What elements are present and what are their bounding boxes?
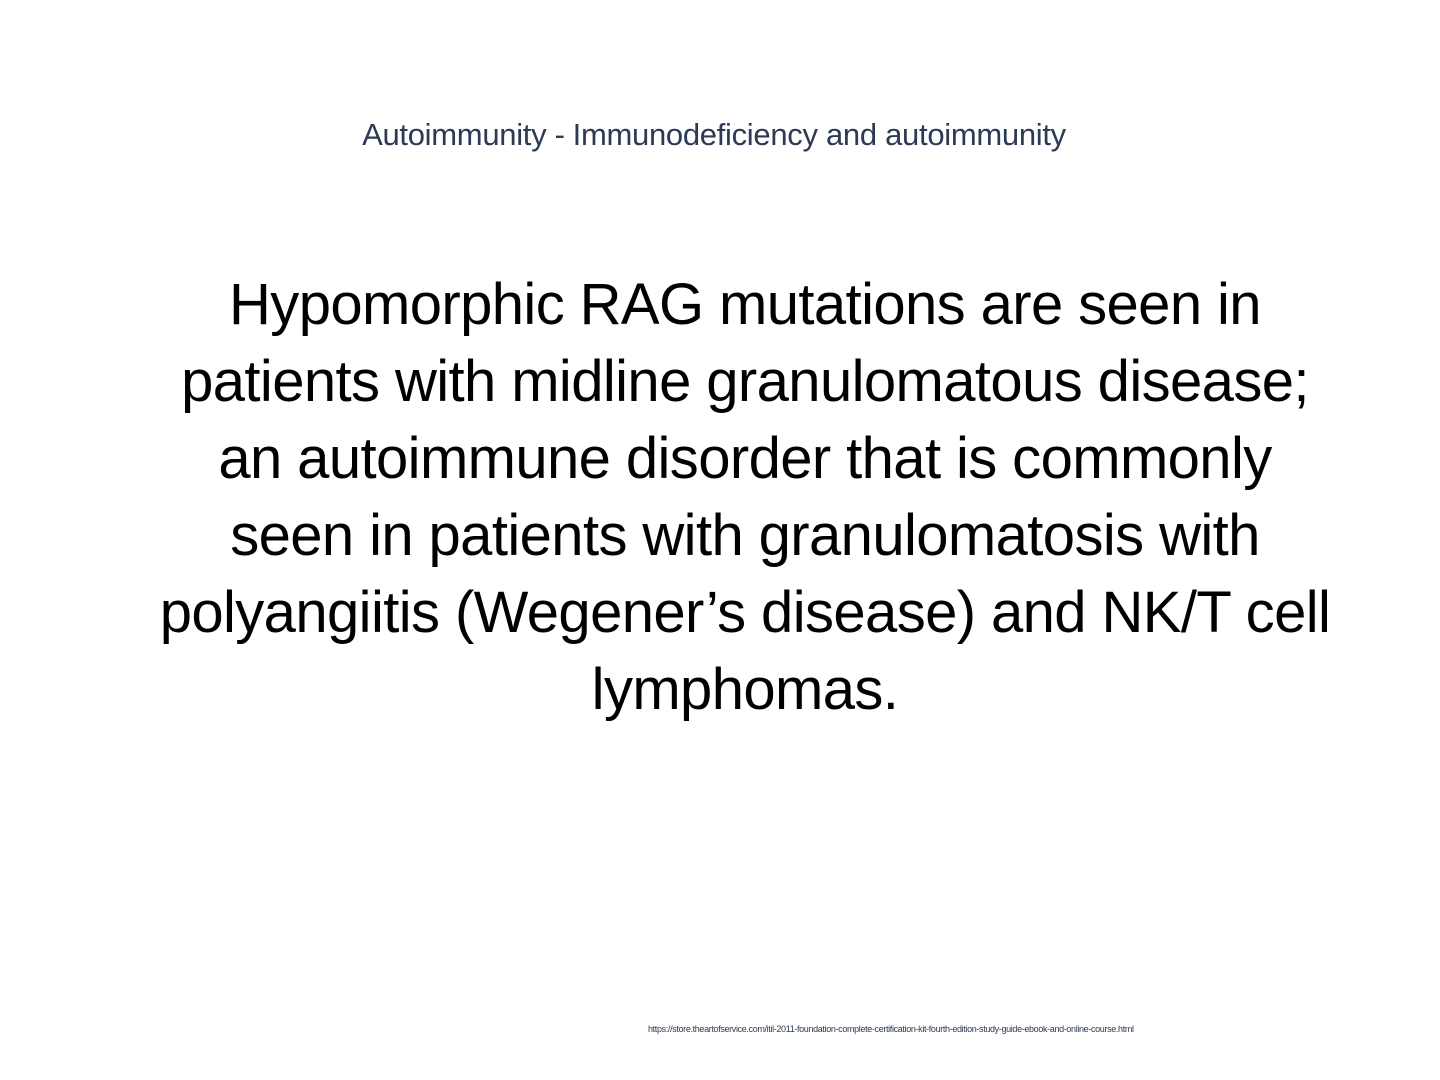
- slide-title: [0, 113, 1428, 157]
- footer-url: https://store.theartofservice.com/itil-2011-foundation-complete-certification-kit-fourth-edition-study-guide-ebook-and-online-course.html: [648, 1024, 1134, 1034]
- slide-title-main: Immunodeficiency and autoimmunity: [572, 117, 1066, 152]
- slide-title-prefix: Autoimmunity -: [362, 117, 565, 152]
- slide-body-text: Hypomorphic RAG mutations are seen in patients with midline granulomatous disease; an autoimmune disorder that is commonly seen in patients with granulomatosis with polyangiitis (Wegener’s disease) and NK/T cell lymphomas.: [159, 272, 1331, 722]
